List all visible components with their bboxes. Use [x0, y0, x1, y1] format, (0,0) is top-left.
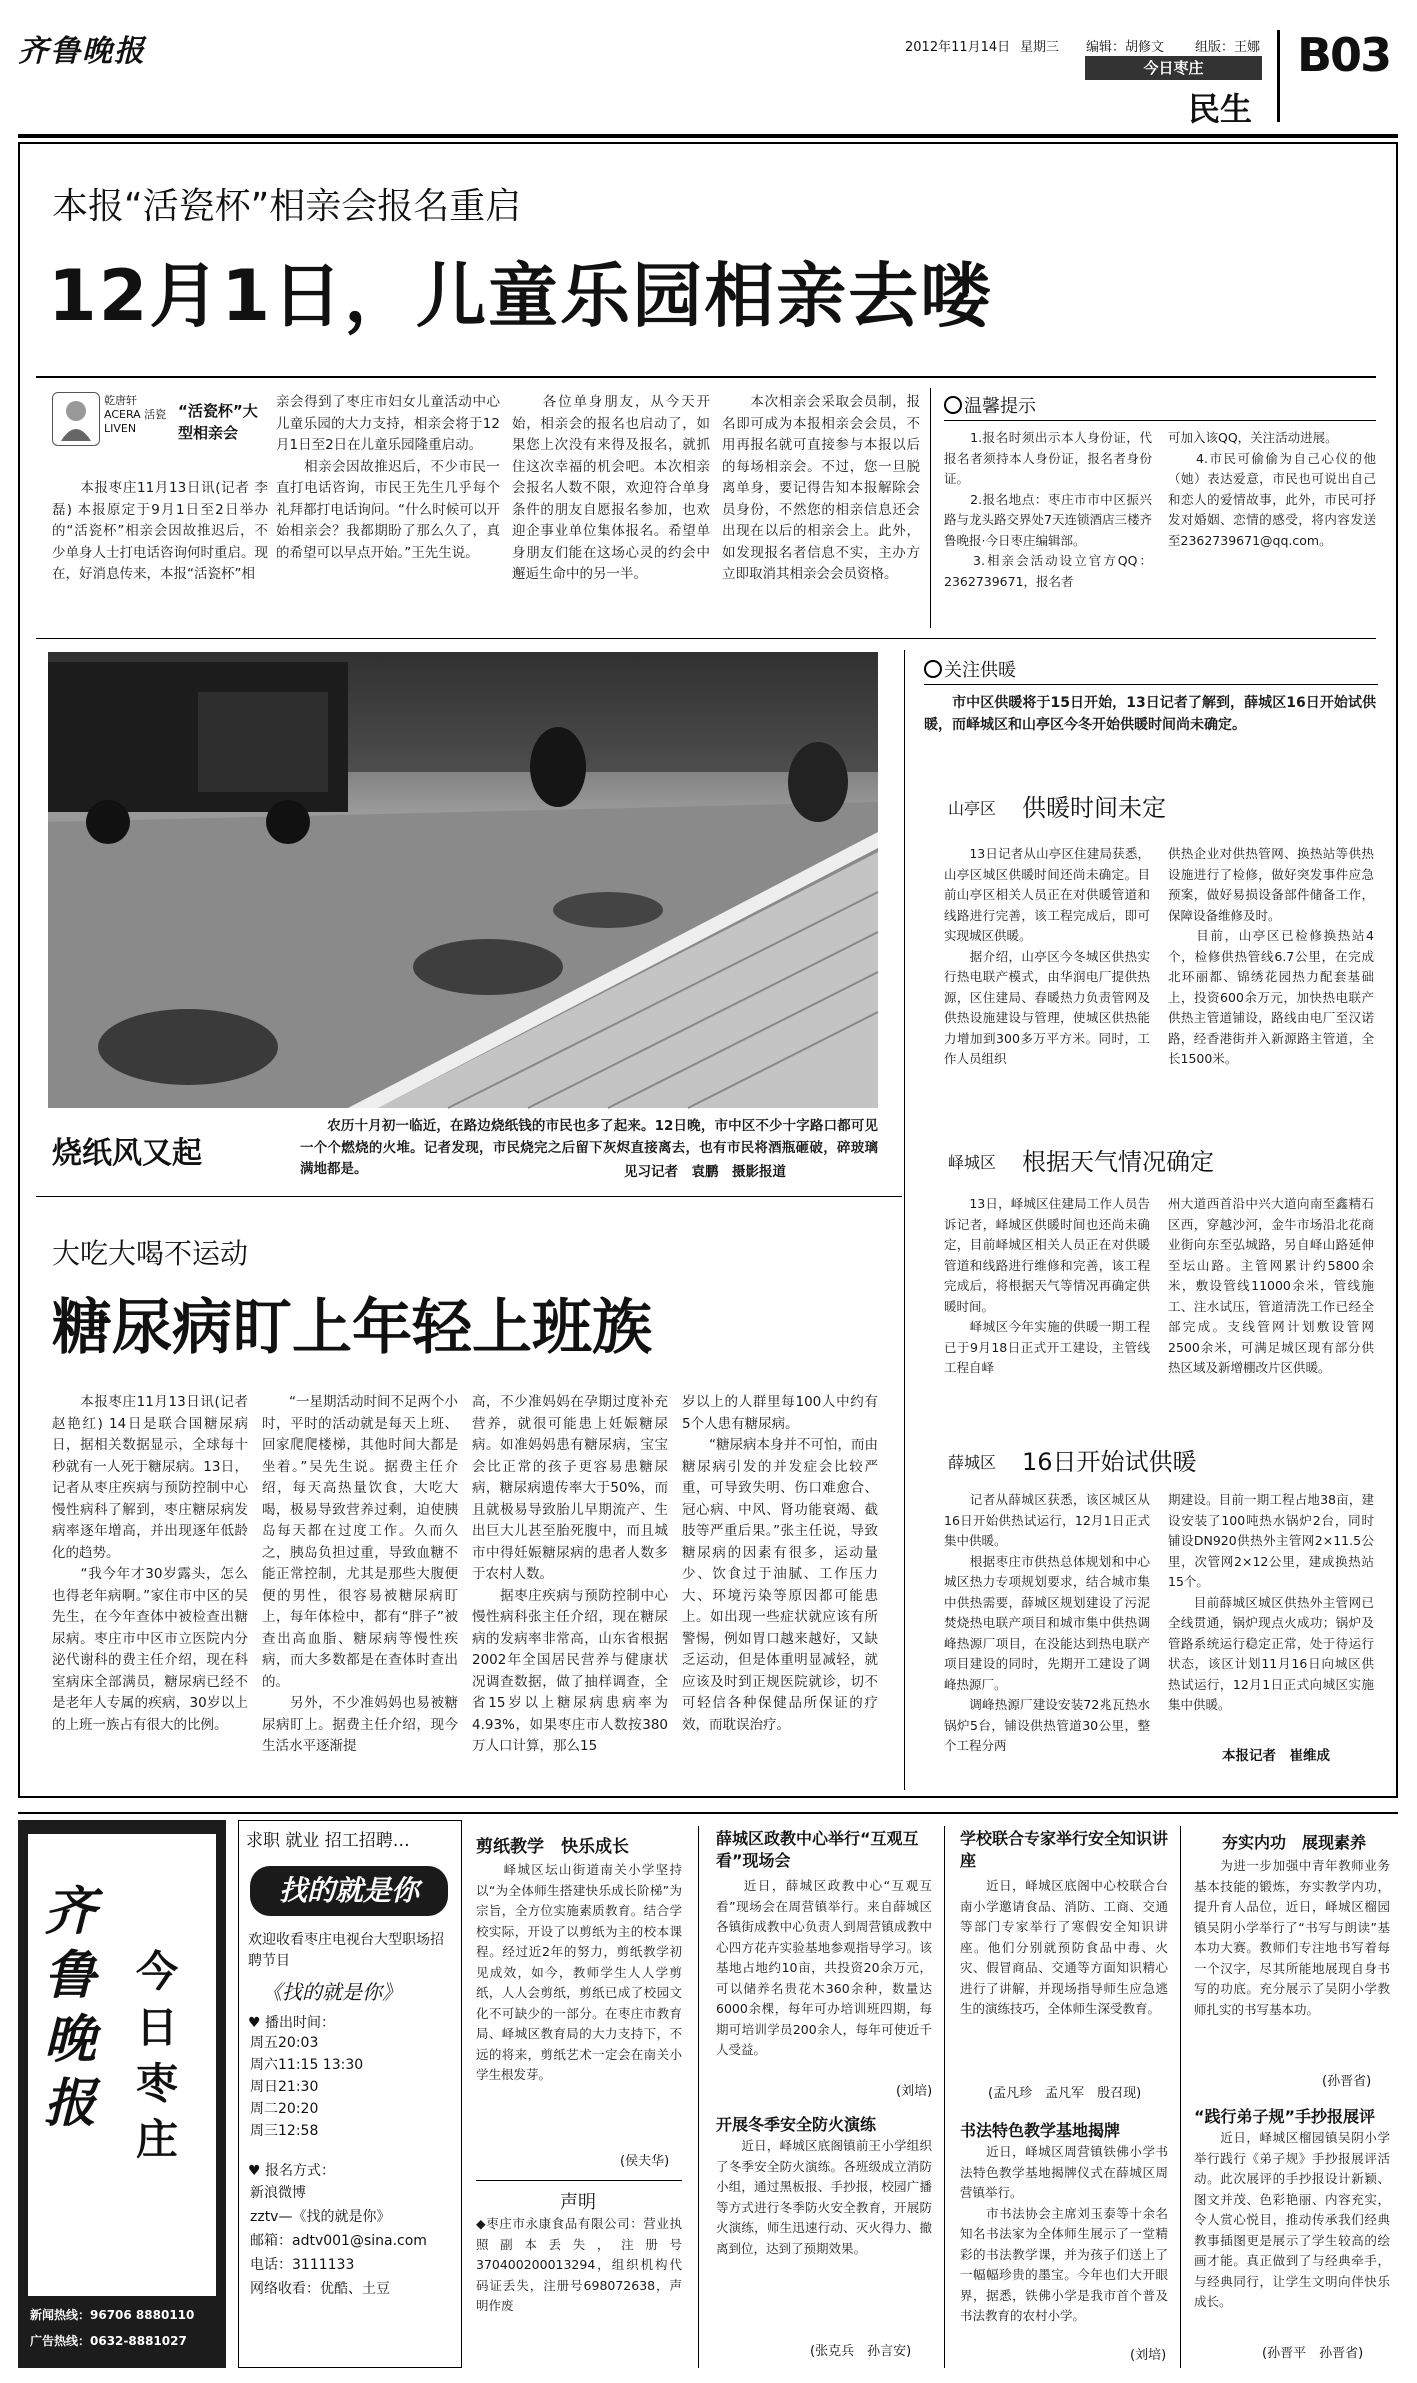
article1-title: 12月1日，儿童乐园相亲去喽: [48, 255, 993, 337]
safety1-author: (刘培): [896, 2084, 933, 2099]
masthead-layout: 组版：王娜: [1195, 40, 1261, 55]
school-safety-author: (孟凡珍 孟凡军 殷召现): [988, 2086, 1142, 2101]
calligraphy-title: 书法特色教学基地揭牌: [960, 2121, 1121, 2140]
jobs-signup-1: zztv—《找的就是你》: [250, 2209, 391, 2225]
school-safety-body: 近日，峄城区底阁中心校联合台南小学邀请食品、消防、工商、交通等部门专家举行了寒假安全知识讲座。他们分别就预防食品中毒、火灾、假冒商品、交通等方面知识精心进行了讲解，并现场指导师生应急逃生的演练技巧，全体师生深受教育。: [960, 1878, 1168, 2016]
article1-col4: 本次相亲会采取会员制，报名即可成为本报相亲会会员，不用再报名就可直接参与本报以后的每场相亲会。不过，您一旦脱离单身，要记得告知本报解除会员身份，不然您的相亲信息还会出现在以后的相亲会上。此外，如发现报名者信息不实，主办方立即取消其相亲会会员资格。: [722, 394, 920, 582]
heating-s3-col1: 记者从薛城区获悉，该区城区从16日开始供热试运行，12月1日正式集中供暖。 根据枣庄市供热总体规划和中心城区热力专项规划要求，结合城市集中供热需要，薛城区规划建设了污泥焚烧热电联产项目和城市集中供热调峰热源厂项目，在没能达到热电联产项目建设的同时，先期开工建设了调峰热源厂。 调峰热源厂建设安装72兆瓦热水锅炉5台，铺设供热管道30公里，整个工程分两: [944, 1492, 1150, 1753]
notice-rule: [476, 2180, 682, 2181]
safety2-author: (张克兵 孙言安): [810, 2344, 912, 2359]
calligraphy-body: 近日，峄城区周营镇铁佛小学书法特色教学基地揭牌仪式在薛城区周营镇举行。 市书法协会主席刘玉泰等十余名知名书法家为全体师生展示了一堂精彩的书法教学课，并为孩子们送上了一幅幅珍贵的墨宝。今年也们大开眼界，据悉，铁佛小学是我市首个普及书法教育的农村小学。: [960, 2144, 1168, 2323]
section-divider-1: [36, 638, 1376, 639]
article1-col3: 各位单身朋友，从今天开始，相亲会的报名也启动了，如果您上次没有来得及报名，就抓住这次幸福的机会吧。本次相亲会报名人数不限，欢迎符合单身条件的朋友自愿报名参加，也欢迎企事业单位集体报名。希望单身朋友们能在这场心灵的约会中邂逅生命中的另一半。: [512, 394, 710, 582]
safety2-title: 开展冬季安全防火演练: [716, 2115, 877, 2134]
article1-title-rule: [36, 376, 1376, 378]
jobs-signup-label: ♥ 报名方式：: [248, 2163, 336, 2179]
jobs-time-4: 周三12:58: [250, 2123, 319, 2139]
jobs-signup-2: 邮箱：adtv001@sina.com: [250, 2233, 427, 2249]
article2-col2: “一星期活动时间不足两个小时，平时的活动就是每天上班、回家爬爬楼梯，其他时间大都是坐着。”吴先生说。据费主任介绍，每天高热量饮食，大吃大喝，极易导致营养过剩，迫使胰岛每天都在过度工作。久而久之，胰岛负担过重，导致血糖不能正常控制，尤其是那些大腹便便的男性，很容易被糖尿病盯上，每年体检中，都有“胖子”被查出高血脂、糖尿病等慢性疾病，而大多数都是在查体时查出的。 另外，不少准妈妈也易被糖尿病盯上。据费主任介绍，现今生活水平逐渐提: [262, 1394, 458, 1754]
masthead-weekday: 星期三: [1020, 40, 1060, 55]
section-divider-2: [36, 1196, 902, 1197]
heating-s2-col1: 13日，峄城区住建局工作人员告诉记者，峄城区供暖时间也还尚未确定，目前峄城区相关人员正在对供暖管道和线路进行维修和完善，该工程完成后，将根据天气等情况再确定供暖时间。 峄城区今年实施的供暖一期工程已于9月18日正式开工建设，主管线工程自峄: [944, 1196, 1150, 1375]
teachers-title: 夯实内功 展现素养: [1222, 1833, 1367, 1852]
event-label: “活瓷杯”大型相亲会: [178, 402, 258, 442]
page-number: B03: [1297, 28, 1391, 82]
jobs-logo: 找的就是你: [250, 1866, 448, 1916]
ads-divider-3: [1180, 1826, 1181, 2368]
jobs-intro: 欢迎收看枣庄电视台大型职场招聘节目: [248, 1932, 444, 1969]
article2-subtitle: 大吃大喝不运动: [52, 1237, 249, 1270]
reminder-divider: [930, 388, 931, 628]
left-promo-title2: 今日枣庄: [136, 1947, 179, 2164]
article2-col4: 岁以上的人群里每100人中约有5个人患有糖尿病。 “糖尿病本身并不可怕，而由糖尿病引发的并发症会比较严重，可导致失明、伤口难愈合、冠心病、中风、肾功能衰竭、截肢等严重后果。”张主任说，导致糖尿病的因素有很多，运动量少、饮食过于油腻、工作压力大、环境污染等原因都可能患上。如出现一些症状就应该有所警惕，例如胃口越来越好，又缺乏运动，但是体重明显减轻，就应该及时到正规医院就诊，切不可轻信各种保健品所保证的疗效，而耽误治疗。: [682, 1394, 878, 1733]
safety1-title: 薛城区政教中心举行“互观互看”现场会: [716, 1829, 919, 1870]
jobs-time-1: 周六11:15 13:30: [250, 2057, 364, 2073]
heating-divider: [904, 650, 905, 1790]
heating-lead: 市中区供暖将于15日开始，13日记者了解到，薛城区16日开始试供暖，而峄城区和山亭区今冬开始供暖时间尚未确定。: [924, 695, 1376, 733]
masthead-date: 2012年11月14日: [905, 40, 1011, 55]
left-promo-title1: 齐鲁晚报: [44, 1881, 97, 2134]
notice-body: ◆枣庄市永康食品有限公司：营业执照副本丢失，注册号370400200013294，组织机构代码证丢失，注册号698072638，声明作废: [476, 2216, 682, 2313]
article1-subtitle: 本报“活瓷杯”相亲会报名重启: [52, 186, 522, 227]
brand-logo-text: 乾唐轩 ACERA 活瓷 LIVEN: [104, 394, 167, 435]
article2-col1: 本报枣庄11月13日讯(记者 赵艳红) 14日是联合国糖尿病日，据相关数据显示，全球每十秒就有一人死于糖尿病。13日，记者从枣庄疾病与预防控制中心慢性病科了解到，枣庄糖尿病发病率逐年增高，并出现逐年低龄化的趋势。 “我今年才30岁露头，怎么也得老年病啊。”家住市中区的吴先生，在今年查体中被检查出糖尿病。枣庄市中区市立医院内分泌代谢科的费主任介绍，现在科室病床全部满员，糖尿病已经不是老年人专属的疾病，30岁以上的上班一族占有很大的比例。: [52, 1394, 248, 1733]
jobs-time-label: ♥ 播出时间：: [248, 2015, 336, 2031]
photo-news-title: 烧纸风又起: [52, 1136, 202, 1171]
handcopy-body: 近日，峄城区榴园镇吴阴小学举行践行《弟子规》手抄报展评活动。此次展评的手抄报设计新颖、图文并茂、色彩艳丽、内容充实，令人赏心悦目，推动传承我们经典教事插图更是展示了学生较高的绘画才能。真正做到了与经典牵手，与经典同行，让学生文明向伴快乐成长。: [1194, 2130, 1390, 2309]
papercut-author: (侯夫华): [620, 2154, 670, 2169]
news-hotline: 新闻热线：96706 8880110: [30, 2308, 195, 2322]
teachers-author: (孙晋省): [1322, 2074, 1372, 2089]
calligraphy-author: (刘培): [1130, 2348, 1167, 2363]
photo-news-credit: 见习记者 袁鹏 摄影报道: [624, 1164, 786, 1180]
section-badge: 今日枣庄: [1085, 56, 1262, 80]
reminder-icon: [944, 396, 962, 414]
ad-hotline: 广告热线：0632-8881027: [30, 2334, 187, 2348]
channel-label: 民生: [1188, 90, 1253, 128]
heating-s3-col2: 期建设。目前一期工程占地38亩，建设安装了100吨热水锅炉2台，同时铺设DN920供热外主管网2×11.5公里，次管网2×12公里，建成换热站15个。 目前薛城区城区供热外主管网已全线贯通，锅炉现点火成功；锅炉及管路系统运行稳定正常，处于待运行状态，该区计划11月16日向城区供热试运行，12月1日正式向城区实施集中供暖。: [1168, 1492, 1374, 1712]
article1-col1: 本报枣庄11月13日讯(记者 李磊) 本报原定于9月1日至2日举办的“活瓷杯”相亲会因故推迟后，不少单身人士打电话咨询何时重启。现在，好消息传来，本报“活瓷杯”相: [52, 480, 268, 582]
jobs-signup-0: 新浪微博: [250, 2185, 306, 2201]
jobs-time-0: 周五20:03: [250, 2035, 319, 2051]
masthead-editor: 编辑：胡修文: [1086, 40, 1165, 55]
photo-burning-paper: [48, 652, 878, 1108]
heating-header-rule: [924, 684, 1378, 685]
jobs-time-3: 周二20:20: [250, 2101, 319, 2117]
heating-s3-title: 16日开始试供暖: [1022, 1448, 1197, 1476]
papercut-title: 剪纸教学 快乐成长: [476, 1837, 629, 1857]
article2-col3: 高，不少准妈妈在孕期过度补充营养，就很可能患上妊娠糖尿病。如准妈妈患有糖尿病，宝宝会比正常的孩子更容易患糖尿病，糖尿病遗传率大于50%，而且就极易导致胎儿早期流产、生出巨大儿甚至胎死腹中，而且城市中得妊娠糖尿病的患者人数多于农村人数。 据枣庄疾病与预防控制中心慢性病科张主任介绍，现在糖尿病的发病率非常高，山东省根据2002年全国居民营养与健康状况调查数据，做了抽样调查，全省15岁以上糖尿病患病率为4.93%，如果枣庄市人数按380万人口计算，那么15: [472, 1394, 668, 1754]
jobs-signup-3: 电话：3111133: [250, 2257, 355, 2273]
ads-top-rule: [18, 1812, 1398, 1814]
jobs-time-2: 周日21:30: [250, 2079, 319, 2095]
jobs-header: 求职 就业 招工招聘…: [246, 1831, 410, 1851]
reminder-col2: 可加入该QQ，关注活动进展。 4.市民可偷偷为自己心仪的他（她）表达爱意，市民也可说出自己和恋人的爱情故事，此外，市民可抒发对婚姻、恋情的感受，将内容发送至2362739671@qq.com。: [1168, 430, 1376, 548]
reminder-header-rule: [944, 420, 1376, 421]
reminder-header: 温馨提示: [964, 396, 1036, 417]
handcopy-author: (孙晋平 孙晋省): [1262, 2346, 1364, 2361]
safety1-body: 近日，薛城区政教中心“互观互看”现场会在周营镇举行。来自薛城区各镇街成教中心负责人到周营镇成教中心四方花卉实验基地参观指导学习。该基地占地约10亩，共投资20余万元，可以储养名贵花木360余种，数量达6000余棵，每年可办培训班四期，每期可培训学员200余人，每年可使近千人受益。: [716, 1878, 932, 2057]
heating-s1-title: 供暖时间未定: [1022, 794, 1166, 822]
article1-col2: 亲会得到了枣庄市妇女儿童活动中心儿童乐园的大力支持，相亲会将于12月1日至2日在儿童乐园隆重启动。 相亲会因故推迟后，不少市民一直打电话咨询，市民王先生几乎每个礼拜都打电话询问。“什么时候可以开始相亲会？我都期盼了那么久了，真的希望可以早点开始。”王先生说。: [276, 394, 500, 561]
ads-divider-2: [944, 1826, 945, 2368]
heating-s2-col2: 州大道西首沿中兴大道向南至鑫精石区西，穿越沙河，金牛市场沿北花商业街向东至弘城路，另自峄山路延伸至坛山路。主管网累计约5800余米，敷设管线11000余米，管线施工、注水试压，管道清洗工作已经全部完成。支线管网计划敷设管网2500余米，可满足城区现有部分供热区域及新增棚改片区供暖。: [1168, 1196, 1374, 1375]
notice-title: 声明: [560, 2192, 596, 2213]
heating-header: 关注供暖: [944, 660, 1016, 681]
ads-divider-1: [698, 1826, 699, 2368]
heating-credit: 本报记者 崔维成: [1222, 1748, 1330, 1764]
brand-logo: [52, 392, 100, 446]
heating-s2-title: 根据天气情况确定: [1022, 1148, 1214, 1176]
papercut-body: 峄城区坛山街道南关小学坚持以“为全体师生搭建快乐成长阶梯”为宗旨，全方位实施素质教育。结合学校实际，开设了以剪纸为主的校本课程。经过近2年的努力，剪纸教学初见成效，如今，教师学生人人学剪纸，人人会剪纸，剪纸已成了校园文化不可缺少的一部分。在枣庄市教育局、峄城区教育局的大力支持下，不远的将来，剪纸艺术一定会在南关小学生根发芽。: [476, 1862, 682, 2082]
heating-s3-district: 薛城区: [948, 1453, 997, 1472]
masthead-underline: [18, 134, 1398, 138]
photo-news-caption: 农历十月初一临近，在路边烧纸钱的市民也多了起来。12日晚，市中区不少十字路口都可见一个个燃烧的火堆。记者发现，市民烧完之后留下灰烬直接离去，也有市民将酒瓶砸破，碎玻璃满地都是。: [300, 1118, 878, 1177]
heating-s1-district: 山亭区: [948, 799, 997, 818]
article2-title: 糖尿病盯上年轻上班族: [52, 1293, 652, 1363]
heating-s1-col1: 13日记者从山亭区住建局获悉，山亭区城区供暖时间还尚未确定。目前山亭区相关人员正在对供暖管道和线路进行完善，该工程完成后，即可实现城区供暖。 据介绍，山亭区今冬城区供热实行热电联产模式，由华润电厂提供热源，区住建局、春暖热力负责管网及供热设施建设与管理，使城区供热能力增加到300多万平方米。同时，工作人员组织: [944, 846, 1150, 1066]
jobs-signup-4: 网络收看：优酷、土豆: [250, 2281, 390, 2297]
heating-s1-col2: 供热企业对供热管网、换热站等供热设施进行了检修，做好突发事件应急预案，做好易损设备部件储备工作，保障设备维修及时。 目前，山亭区已检修换热站4个，检修供热管线6.7公里，在完成北环丽都、锦绣花园热力配套基础上，投资600余万元，加快热电联产供热主管道铺设，路线由电厂至汉诺路，经香港街并入新源路主管道，全长1500米。: [1168, 846, 1374, 1066]
masthead-logo: 齐鲁晚报: [18, 34, 146, 69]
safety2-body: 近日，峄城区底阁镇前王小学组织了冬季安全防火演练。各班级成立消防小组，通过黑板报、手抄报，校园广播等方式进行冬季防火安全教育，开展防火演练，师生迅速行动、灭火得力、撤离到位，达到了预期效果。: [716, 2138, 932, 2256]
school-safety-title: 学校联合专家举行安全知识讲座: [960, 1829, 1169, 1870]
handcopy-title: “践行弟子规”手抄报展评: [1194, 2107, 1376, 2126]
heating-s2-district: 峄城区: [948, 1153, 997, 1172]
heating-icon: [924, 660, 942, 678]
reminder-col1: 1.报名时须出示本人身份证，代报名者须持本人身份证，报名者身份证。 2.报名地点：枣庄市市中区振兴路与龙头路交界处7天连锁酒店三楼齐鲁晚报·今日枣庄编辑部。 3.相亲会活动设立官方QQ：2362739671，报名者: [944, 430, 1152, 589]
jobs-show: 《找的就是你》: [262, 1980, 402, 2004]
teachers-body: 为进一步加强中青年教师业务基本技能的锻炼，夯实教学内功，提升育人品位，近日，峄城区榴园镇吴阴小学举行了“书写与朗读”基本功大赛。教师们专注地书写着每一个汉字，尽其所能地展现自身书写的功底。充分展示了吴阴小学教师扎实的书写基本功。: [1194, 1858, 1390, 2017]
masthead-divider: [1277, 30, 1280, 122]
